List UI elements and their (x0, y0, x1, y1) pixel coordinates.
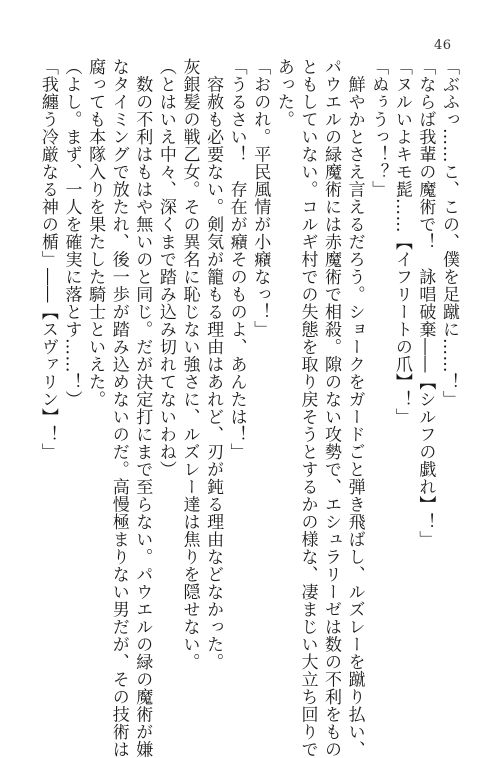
text-line: パウエルの緑魔術には赤魔術で相殺。隙のない攻勢で、エシュラリーゼは数の不利をもの (321, 58, 342, 758)
text-line: なタイミングで放たれ、後一歩が踏み込めないのだ。高慢極まりない男だが、その技術は (108, 58, 129, 758)
text-line: 鮮やかとさえ言えるだろう。ショークをガードごと弾き飛ばし、ルズレーを蹴り払い、 (344, 58, 365, 758)
text-line: （よし。まず、一人を確実に落とす……！） (61, 58, 82, 408)
text-line: 腐っても本隊入りを果たした騎士といえた。 (85, 58, 106, 408)
text-line: 容赦も必要ない。剣気が籠もる理由はあれど、刃が鈍る理由などなかった。 (203, 58, 224, 671)
text-line: （とはいえ中々、深くまで踏み込み切れてないわね） (155, 58, 176, 478)
text-line: ともしていない。コルギ村での失態を取り戻そうとするかの様な、凄まじい大立ち回りで (297, 58, 318, 758)
text-line: 「ぬぅうっ！？」 (368, 58, 389, 198)
text-line: 「うるさい！ 存在が癪そのものよ、あんたは！」 (226, 58, 247, 461)
text-line: 「ぶふっ……こ、この、僕を足蹴に……！」 (439, 58, 459, 408)
text-line: 灰銀髪の戦乙女。その異名に恥じない強さに、ルズレー達は焦りを隠せない。 (179, 58, 200, 671)
text-line: 「おのれ。平民風情が小癪なっ！」 (250, 58, 271, 338)
vertical-text-body (35, 58, 460, 758)
text-line: 「ヌルいよキモ髭……【イフリートの爪】！」 (391, 58, 412, 426)
text-line: 「我纏う冷厳なる神の楯」――【スヴァリン】！」 (37, 58, 58, 461)
text-line: 数の不利はもはや無いのと同じ。だが決定打にまで至らない。パウエルの緑の魔術が嫌 (132, 58, 153, 758)
text-line: あった。 (273, 58, 294, 128)
page-number: 46 (434, 38, 452, 53)
text-line: 「ならば我輩の魔術で！ 詠唱破棄――【シルフの戯れ】！」 (415, 58, 436, 548)
